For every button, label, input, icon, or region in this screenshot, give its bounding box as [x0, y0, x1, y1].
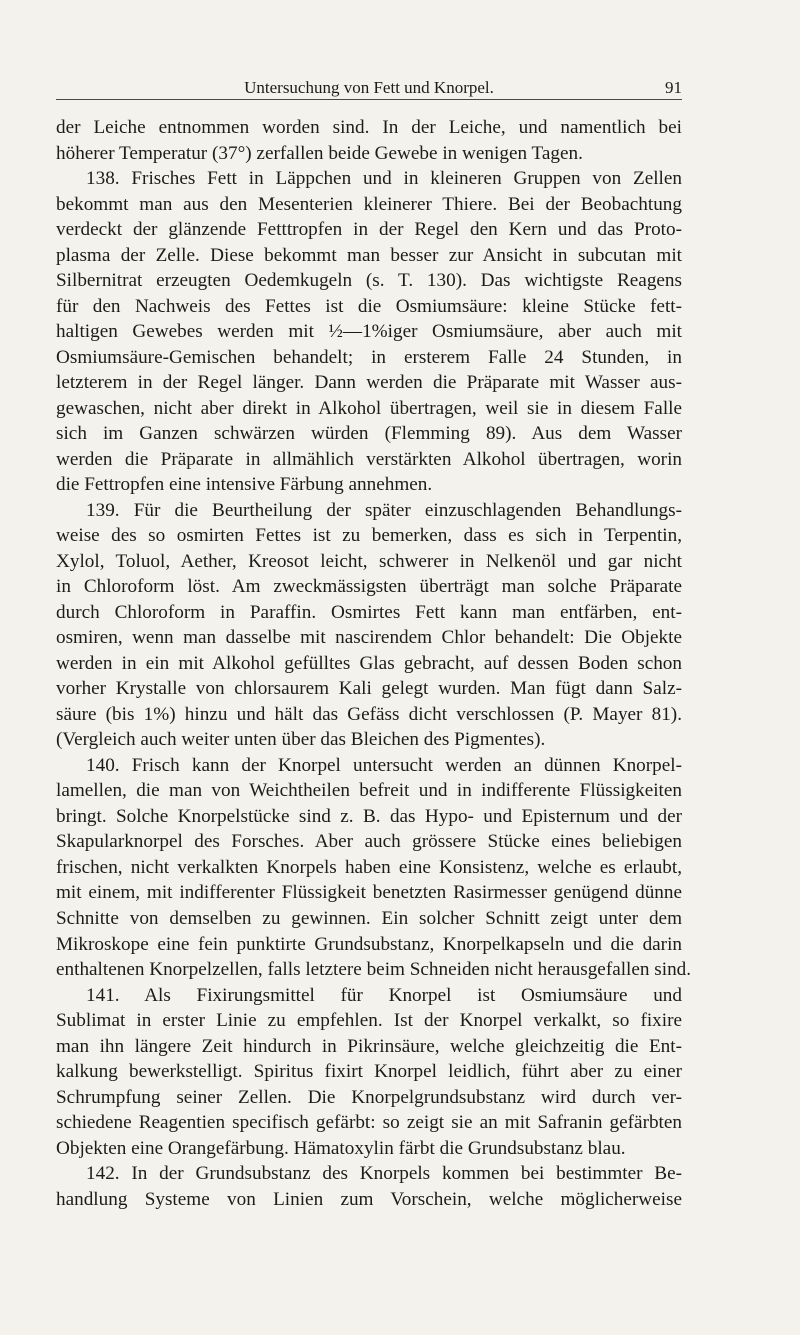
text-line: Schrumpfung seiner Zellen. Die Knorpelgrundsubstanz wird durch ver- — [56, 1086, 682, 1108]
text-line: Silbernitrat erzeugten Oedemkugeln (s. T. 130). Das wichtigste Reagens — [56, 270, 682, 292]
text-line: enthaltenen Knorpelzellen, falls letztere beim Schneiden nicht herausgefallen sind. — [56, 959, 692, 981]
text-line: gewaschen, nicht aber direkt in Alkohol übertragen, weil sie in diesem Falle — [56, 397, 682, 419]
text-line: höherer Temperatur (37°) zerfallen beide Gewebe in wenigen Tagen. — [56, 142, 583, 164]
text-line: Mikroskope eine fein punktirte Grundsubstanz, Knorpelkapseln und die darin — [56, 933, 682, 955]
text-line: 142. In der Grundsubstanz des Knorpels kommen bei bestimmter Be- — [86, 1163, 682, 1185]
text-line: verdeckt der glänzende Fetttropfen in der Regel den Kern und das Proto- — [56, 219, 682, 241]
running-title: Untersuchung von Fett und Knorpel. — [244, 78, 494, 97]
text-line: handlung Systeme von Linien zum Vorschein, welche möglicherweise — [56, 1188, 682, 1210]
body-text — [56, 115, 692, 1212]
text-line: Skapularknorpel des Forsches. Aber auch grössere Stücke eines beliebigen — [56, 831, 682, 853]
text-line: frischen, nicht verkalkten Knorpels haben eine Konsistenz, welche es erlaubt, — [56, 856, 682, 878]
text-line: man ihn längere Zeit hindurch in Pikrinsäure, welche gleichzeitig die Ent- — [56, 1035, 682, 1057]
text-line: 139. Für die Beurtheilung der später einzuschlagenden Behandlungs- — [86, 499, 682, 521]
text-line: mit einem, mit indifferenter Flüssigkeit benetzten Rasirmesser genügend dünne — [56, 882, 682, 904]
text-line: (Vergleich auch weiter unten über das Bleichen des Pigmentes). — [56, 729, 546, 751]
text-line: Schnitte von demselben zu gewinnen. Ein solcher Schnitt zeigt unter dem — [56, 907, 682, 929]
text-line: haltigen Gewebes werden mit ½—1%iger Osmiumsäure, aber auch mit — [56, 321, 682, 343]
text-line: für den Nachweis des Fettes ist die Osmiumsäure: kleine Stücke fett- — [56, 295, 682, 317]
text-line: Xylol, Toluol, Aether, Kreosot leicht, schwerer in Nelkenöl und gar nicht — [56, 550, 682, 572]
text-line: säure (bis 1%) hinzu und hält das Gefäss dicht verschlossen (P. Mayer 81). — [56, 703, 682, 725]
text-line: plasma der Zelle. Diese bekommt man besser zur Ansicht in subcutan mit — [56, 244, 682, 266]
header-rule — [56, 99, 682, 100]
text-line: sich im Ganzen schwärzen würden (Flemming 89). Aus dem Wasser — [56, 423, 682, 445]
text-line: Sublimat in erster Linie zu empfehlen. Ist der Knorpel verkalkt, so fixire — [56, 1010, 682, 1032]
page-number: 91 — [665, 78, 682, 97]
text-line: in Chloroform löst. Am zweckmässigsten überträgt man solche Präparate — [56, 576, 682, 598]
text-line: osmiren, wenn man dasselbe mit nascirendem Chlor behandelt: Die Objekte — [56, 627, 682, 649]
text-line: werden die Präparate in allmählich verstärkten Alkohol übertragen, worin — [56, 448, 682, 470]
text-line: 141. Als Fixirungsmittel für Knorpel ist Osmiumsäure und — [86, 984, 682, 1006]
text-line: 140. Frisch kann der Knorpel untersucht werden an dünnen Knorpel- — [86, 754, 682, 776]
text-line: durch Chloroform in Paraffin. Osmirtes Fett kann man entfärben, ent- — [56, 601, 682, 623]
text-line: weise des so osmirten Fettes ist zu bemerken, dass es sich in Terpentin, — [56, 525, 682, 547]
text-line: werden in ein mit Alkohol gefülltes Glas gebracht, auf dessen Boden schon — [56, 652, 682, 674]
text-line: bringt. Solche Knorpelstücke sind z. B. das Hypo- und Episternum und der — [56, 805, 682, 827]
text-line: vorher Krystalle von chlorsaurem Kali gelegt wurden. Man fügt dann Salz- — [56, 678, 682, 700]
text-line: letzterem in der Regel länger. Dann werden die Präparate mit Wasser aus- — [56, 372, 682, 394]
text-line: der Leiche entnommen worden sind. In der Leiche, und namentlich bei — [56, 117, 682, 138]
text-line: kalkung bewerkstelligt. Spiritus fixirt Knorpel leidlich, führt aber zu einer — [56, 1061, 682, 1083]
text-line: lamellen, die man von Weichtheilen befreit und in indifferente Flüssigkeiten — [56, 780, 682, 802]
text-line: Objekten eine Orangefärbung. Hämatoxylin färbt die Grundsubstanz blau. — [56, 1137, 626, 1159]
text-line: 138. Frisches Fett in Läppchen und in kleineren Gruppen von Zellen — [86, 168, 682, 190]
text-line: bekommt man aus den Mesenterien kleinerer Thiere. Bei der Beobachtung — [56, 193, 682, 215]
text-line: Osmiumsäure-Gemischen behandelt; in ersterem Falle 24 Stunden, in — [56, 346, 682, 368]
text-line: schiedene Reagentien specifisch gefärbt: so zeigt sie an mit Safranin gefärbten — [56, 1112, 682, 1134]
text-line: die Fettropfen eine intensive Färbung annehmen. — [56, 474, 433, 496]
